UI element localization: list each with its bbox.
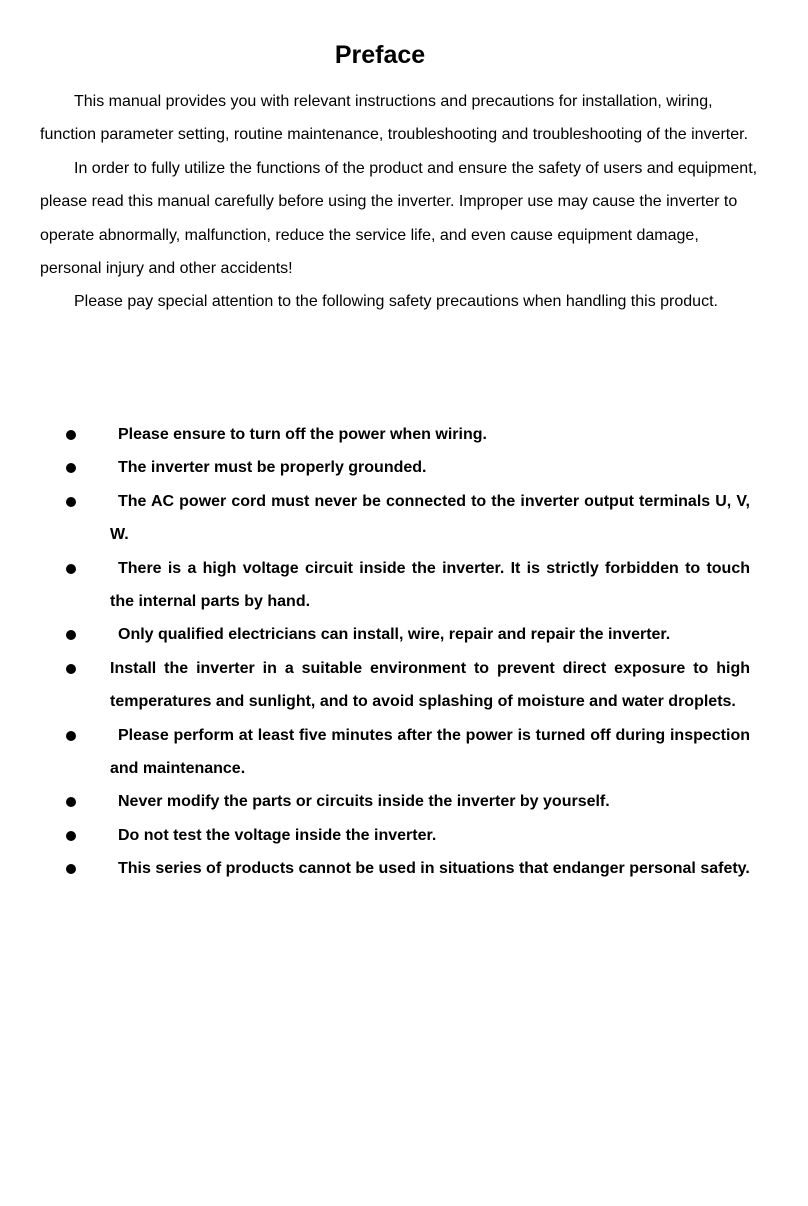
bullet-icon: [66, 731, 76, 741]
bullet-icon: [66, 463, 76, 473]
list-item: [40, 819, 750, 852]
precaution-text: The AC power cord must never be connected to the inverter output terminals U, V, W.: [110, 492, 750, 544]
page-title: Preface: [334, 41, 426, 69]
list-item: [40, 552, 750, 619]
precaution-text: There is a high voltage circuit inside the inverter. It is strictly forbidden to touch the internal parts by hand.: [110, 559, 750, 611]
bullet-icon: [66, 831, 76, 841]
list-item: [40, 785, 750, 818]
intro-section: [40, 85, 760, 319]
precaution-text: Never modify the parts or circuits inside the inverter by yourself.: [118, 793, 610, 811]
intro-paragraph: Please pay special attention to the following safety precautions when handling this product.: [74, 293, 718, 311]
precaution-text: Do not test the voltage inside the inverter.: [118, 826, 437, 844]
precaution-text: Only qualified electricians can install, wire, repair and repair the inverter.: [118, 626, 671, 644]
precaution-text: Please ensure to turn off the power when wiring.: [118, 426, 487, 443]
bullet-icon: [66, 864, 76, 874]
bullet-icon: [66, 564, 76, 574]
precaution-text: Install the inverter in a suitable environment to prevent direct exposure to high temperatures and sunlight, and to avoid splashing of moisture and water droplets.: [110, 659, 750, 711]
safety-precautions-list: [40, 418, 750, 886]
bullet-icon: [66, 430, 76, 440]
intro-paragraph: In order to fully utilize the functions of the product and ensure the safety of users and equipment, please read this manual carefully before using the inverter. Improper use may cause the inverter to operate abnormally, malfunction, reduce the service life, and even cause equipment damage, personal injury and other accidents!: [40, 159, 758, 278]
precaution-text: The inverter must be properly grounded.: [118, 459, 427, 477]
bullet-icon: [66, 497, 76, 507]
list-item: [40, 451, 750, 484]
list-item: [40, 418, 750, 451]
list-item: [40, 618, 750, 651]
bullet-icon: [66, 630, 76, 640]
bullet-icon: [66, 664, 76, 674]
list-item: [40, 719, 750, 786]
intro-paragraph: This manual provides you with relevant instructions and precautions for installation, wiring, function parameter setting, routine maintenance, troubleshooting and troubleshooting of the inverter.: [40, 93, 749, 144]
list-item: [40, 852, 750, 885]
precaution-text: Please perform at least five minutes after the power is turned off during inspection and maintenance.: [110, 726, 750, 778]
list-item: [40, 485, 750, 552]
bullet-icon: [66, 797, 76, 807]
list-item: [40, 652, 750, 719]
precaution-text: This series of products cannot be used in situations that endanger personal safety.: [118, 860, 750, 878]
